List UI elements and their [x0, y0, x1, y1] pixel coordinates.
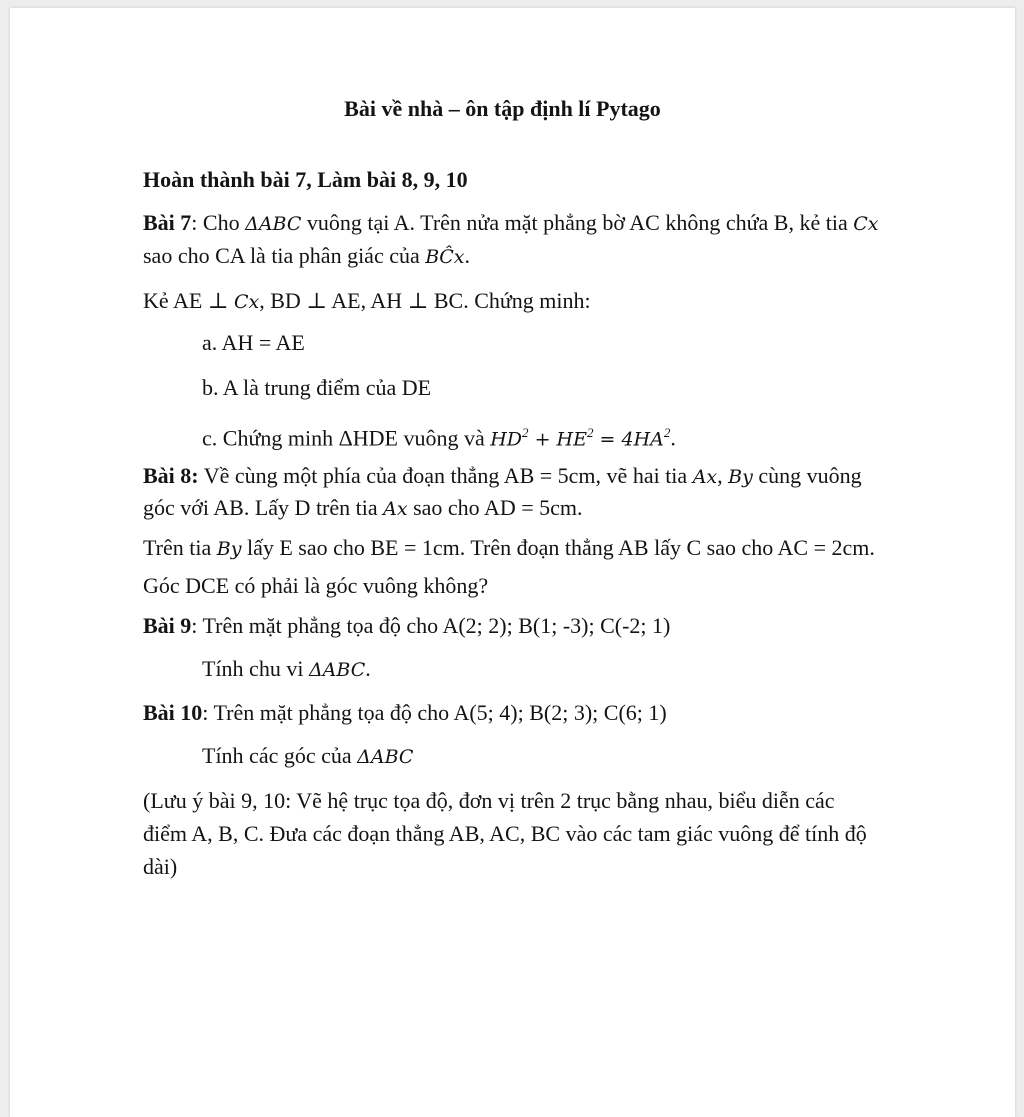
bai7-text: Kẻ AE ⊥	[143, 288, 234, 313]
intro-line: Hoàn thành bài 7, Làm bài 8, 9, 10	[143, 167, 468, 192]
bai8-text: góc với AB. Lấy D trên tia	[143, 495, 384, 520]
bai8-text: cùng vuông	[752, 463, 862, 488]
bai10-text: : Trên mặt phẳng tọa độ cho A(5; 4); B(2; 3); C(6; 1)	[202, 700, 667, 725]
bai7-line1	[143, 210, 878, 237]
bai8-text: sao cho AD = 5cm.	[407, 495, 583, 520]
math-formula: = 4HA	[593, 428, 664, 451]
math-angle: BĈx	[425, 246, 465, 268]
math-ax: Ax	[692, 466, 718, 488]
bai8-line2	[143, 495, 583, 522]
bai9-text: Tính chu vi	[202, 656, 309, 681]
bai8-label: Bài 8:	[143, 463, 199, 488]
math-by: By	[216, 538, 242, 560]
math-by: By	[728, 466, 753, 488]
bai8-line1	[143, 463, 862, 490]
math-ax: Ax	[383, 498, 408, 520]
math-triangle: ΔABC	[245, 213, 302, 235]
bai7-item-b: b. A là trung điểm của DE	[202, 375, 432, 400]
bai7-text: .	[670, 425, 676, 451]
note-line2: điểm A, B, C. Đưa các đoạn thẳng AB, AC, BC vào các tam giác vuông để tính độ	[143, 821, 867, 846]
bai10-line2	[202, 743, 413, 770]
bai8-text: lấy E sao cho BE = 1cm. Trên đoạn thẳng AB lấy C sao cho AC = 2cm.	[241, 535, 875, 560]
bai7-line2	[143, 243, 470, 270]
bai9-text: .	[365, 656, 371, 681]
page-title: Bài về nhà – ôn tập định lí Pytago	[344, 96, 661, 121]
math-formula: HD	[490, 428, 523, 451]
bai10-line1	[143, 700, 667, 726]
bai7-text: c. Chứng minh ΔHDE vuông và	[202, 425, 491, 451]
bai7-text: .	[464, 243, 470, 268]
bai7-item-c	[202, 420, 676, 452]
bai8-line4: Góc DCE có phải là góc vuông không?	[143, 573, 489, 598]
bai10-label: Bài 10	[143, 700, 203, 725]
bai9-label: Bài 9	[143, 613, 192, 638]
bai7-text: vuông tại A. Trên nửa mặt phẳng bờ AC không chứa B, kẻ tia	[301, 210, 854, 235]
bai8-line3	[143, 535, 875, 562]
bai9-line1	[143, 613, 670, 639]
bai9-line2	[202, 656, 371, 683]
bai7-line3	[143, 288, 591, 315]
math-formula: + HE	[528, 428, 587, 451]
bai7-item-a: a. AH = AE	[202, 330, 305, 355]
math-triangle: ΔABC	[308, 659, 366, 681]
bai7-label: Bài 7	[143, 210, 192, 235]
bai8-text: ,	[717, 463, 729, 488]
bai9-text: : Trên mặt phẳng tọa độ cho A(2; 2); B(1; -3); C(-2; 1)	[191, 613, 671, 638]
note-line1: (Lưu ý bài 9, 10: Vẽ hệ trục tọa độ, đơn vị trên 2 trục bằng nhau, biểu diễn các	[143, 788, 835, 813]
bai7-text: , BD ⊥ AE, AH ⊥ BC. Chứng minh:	[259, 288, 591, 313]
math-cx: Cx	[853, 213, 879, 235]
bai10-text: Tính các góc của	[202, 743, 358, 768]
bai8-text: Trên tia	[143, 535, 217, 560]
math-exponent: 2	[663, 425, 671, 440]
note-line3: dài)	[143, 854, 178, 879]
bai7-text: : Cho	[191, 210, 246, 235]
math-exponent: 2	[586, 425, 594, 440]
math-cx: Cx	[233, 291, 260, 313]
bai7-text: sao cho CA là tia phân giác của	[143, 243, 426, 268]
bai8-text: Về cùng một phía của đoạn thẳng AB = 5cm, vẽ hai tia	[198, 463, 693, 488]
math-triangle: ΔABC	[357, 746, 414, 768]
math-exponent: 2	[522, 425, 529, 440]
